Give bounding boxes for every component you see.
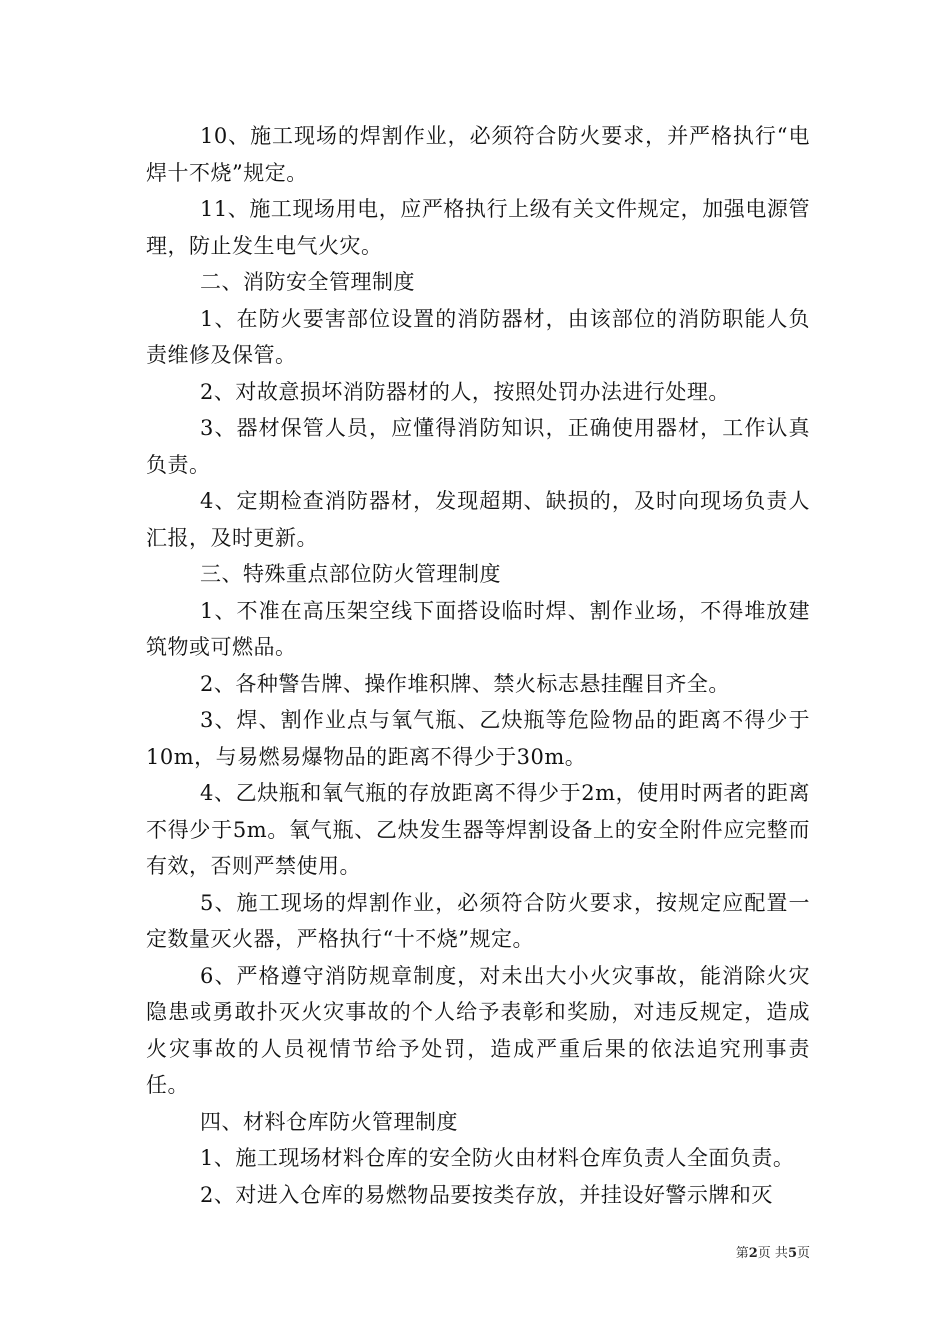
paragraph-item: 1、不准在高压架空线下面搭设临时焊、割作业场，不得堆放建筑物或可燃品。 bbox=[146, 598, 810, 659]
footer-suffix: 页 bbox=[796, 1246, 810, 1261]
paragraph-item: 4、乙炔瓶和氧气瓶的存放距离不得少于2m，使用时两者的距离不得少于5m。氧气瓶、乙炔发生器等焊割设备上的安全附件应完整而有效，否则严禁使用。 bbox=[146, 781, 810, 878]
total-pages-number: 5 bbox=[787, 1246, 797, 1261]
paragraph-item: 1、在防火要害部位设置的消防器材，由该部位的消防职能人负责维修及保管。 bbox=[146, 306, 810, 367]
paragraph-item: 6、严格遵守消防规章制度，对未出大小火灾事故，能消除火灾隐患或勇敢扑灭火灾事故的个人给予表彰和奖励，对违反规定，造成火灾事故的人员视情节给予处罚，造成严重后果的依法追究刑事责任。 bbox=[146, 963, 810, 1097]
paragraph-item: 1、施工现场材料仓库的安全防火由材料仓库负责人全面负责。 bbox=[200, 1146, 795, 1170]
paragraph-item: 5、施工现场的焊割作业，必须符合防火要求，按规定应配置一定数量灭火器，严格执行“十不烧”规定。 bbox=[146, 890, 810, 951]
section-heading-3: 三、特殊重点部位防火管理制度 bbox=[200, 562, 501, 586]
page-footer bbox=[700, 1246, 810, 1262]
document-body bbox=[146, 118, 810, 1213]
footer-prefix: 第 bbox=[735, 1246, 749, 1261]
section-heading-2: 二、消防安全管理制度 bbox=[200, 270, 415, 294]
footer-middle: 页 共 bbox=[757, 1246, 788, 1261]
paragraph-item: 3、焊、割作业点与氧气瓶、乙炔瓶等危险物品的距离不得少于10m，与易燃易爆物品的距离不得少于30m。 bbox=[146, 708, 810, 769]
paragraph-item: 2、各种警告牌、操作堆积牌、禁火标志悬挂醒目齐全。 bbox=[200, 671, 730, 696]
paragraph-item: 2、对进入仓库的易燃物品要按类存放，并挂设好警示牌和灭 bbox=[200, 1182, 773, 1207]
current-page-number: 2 bbox=[748, 1246, 758, 1261]
section-heading-4: 四、材料仓库防火管理制度 bbox=[200, 1109, 458, 1134]
paragraph-item-10: 10、施工现场的焊割作业，必须符合防火要求，并严格执行“电焊十不烧”规定。 bbox=[146, 124, 810, 185]
paragraph-item: 3、器材保管人员，应懂得消防知识，正确使用器材，工作认真负责。 bbox=[146, 416, 810, 477]
paragraph-item-11: 11、施工现场用电，应严格执行上级有关文件规定，加强电源管理，防止发生电气火灾。 bbox=[146, 197, 810, 258]
paragraph-item: 2、对故意损坏消防器材的人，按照处罚办法进行处理。 bbox=[200, 379, 730, 404]
paragraph-item: 4、定期检查消防器材，发现超期、缺损的，及时向现场负责人汇报，及时更新。 bbox=[146, 489, 810, 550]
